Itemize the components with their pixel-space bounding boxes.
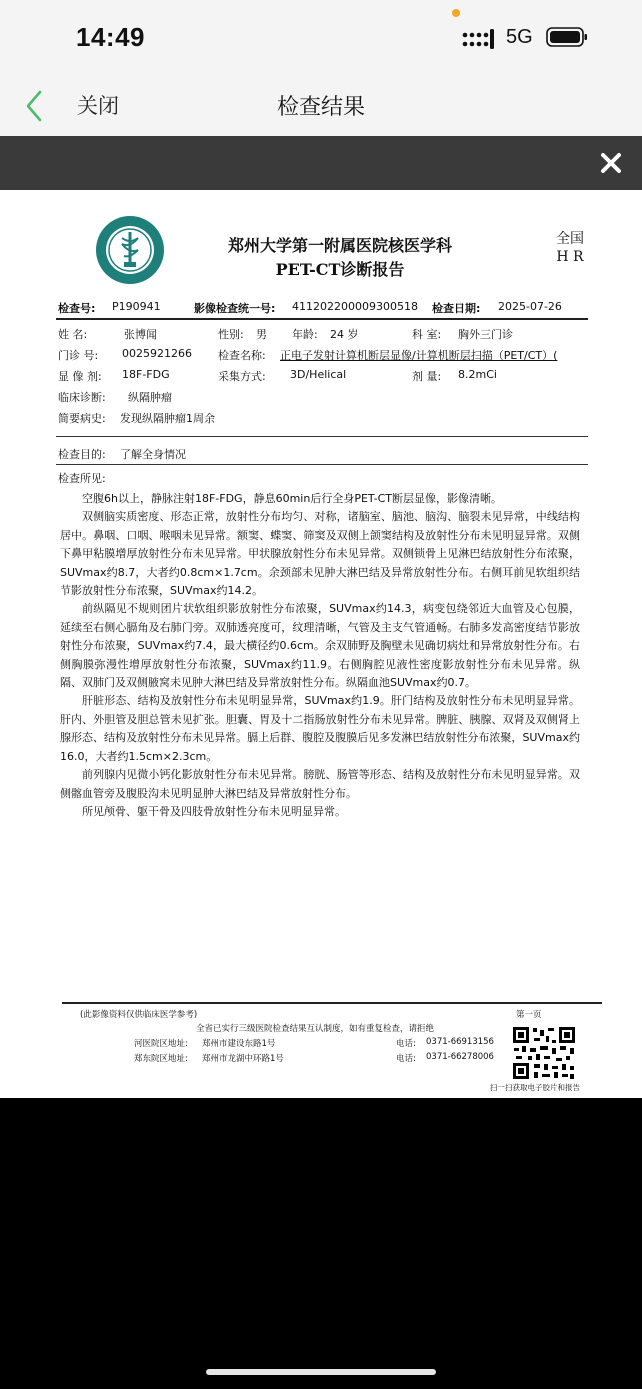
nav-bar: [0, 78, 642, 136]
viewer-toolbar: [0, 136, 642, 190]
status-bar: [0, 0, 642, 78]
footer-note: (此影像资料仅供临床医学参考): [80, 1010, 198, 1020]
department: 胸外三门诊: [458, 328, 513, 341]
close-button[interactable]: 关闭: [77, 94, 119, 118]
report-title: PET-CT诊断报告: [275, 260, 405, 279]
exam-no-label: 检查号:: [58, 302, 96, 315]
campus1-label: 河医院区地址:: [134, 1039, 188, 1049]
campus2-phone: 0371-66278006: [426, 1052, 494, 1062]
history-label: 简要病史:: [58, 412, 106, 425]
findings-paragraph: 肝脏形态、结构及放射性分布未见明显异常，SUVmax约1.9。肝门结构及放射性分布未见明显异常。肝内、外胆管及胆总管未见扩张。胆囊、胃及十二指肠放射性分布未见异常。脾脏、胰腺、双肾及双侧肾上腺形态、结构及放射性分布未见异常。膈上后群、腹腔及腹膜后见多发淋巴结放射性分布浓聚，SUVmax约16.0，大者约1.5cm×2.3cm。: [60, 694, 580, 763]
findings-paragraph: 空腹6h以上，静脉注射18F-FDG，静息60min后行全身PET-CT断层显像，影像清晰。: [82, 492, 502, 505]
patient-name: 张博闻: [124, 328, 157, 341]
exam-name-label: 检查名称:: [218, 349, 266, 362]
medical-history: 发现纵隔肿瘤1周余: [120, 412, 215, 425]
findings-label: 检查所见:: [58, 472, 106, 485]
clinic-no: 0025921266: [122, 347, 192, 360]
home-indicator[interactable]: [206, 1369, 436, 1375]
age-label: 年龄:: [292, 328, 318, 341]
campus1-phone: 0371-66913156: [426, 1037, 494, 1047]
exam-date: 2025-07-26: [498, 300, 562, 313]
exam-purpose: 了解全身情况: [120, 448, 186, 461]
exam-date-label: 检查日期:: [432, 302, 481, 315]
gender: 男: [256, 328, 267, 341]
hospital-logo-seal: [94, 214, 166, 286]
name-label: 姓 名:: [58, 328, 88, 341]
close-viewer-icon[interactable]: [594, 146, 628, 180]
agent-label: 显 像 剂:: [58, 370, 102, 383]
age: 24 岁: [330, 328, 359, 341]
clinical-diagnosis: 纵隔肿瘤: [128, 391, 172, 404]
imaging-agent: 18F-FDG: [122, 368, 170, 381]
footer-divider: [62, 1002, 602, 1004]
hospital-name: 郑州大学第一附属医院核医学科: [227, 236, 452, 255]
diagnosis-label: 临床诊断:: [58, 391, 106, 404]
campus2-label: 郑东院区地址:: [134, 1054, 188, 1064]
page-title: 检查结果: [276, 95, 365, 120]
image-uid-label: 影像检查统一号:: [194, 302, 276, 315]
dose-label: 剂 量:: [412, 370, 442, 383]
qr-code-icon[interactable]: [512, 1026, 576, 1080]
dept-label: 科 室:: [412, 328, 442, 341]
campus2-address: 郑州市龙湖中环路1号: [202, 1054, 284, 1064]
divider: [56, 464, 588, 465]
clinic-no-label: 门诊 号:: [58, 349, 99, 362]
national-mark: 全国 H R: [556, 231, 584, 265]
status-time: 14:49: [76, 22, 145, 52]
acquisition-method: 3D/Helical: [290, 368, 347, 381]
findings-paragraph: 前纵隔见不规则团片状软组织影放射性分布浓聚，SUVmax约14.3，病变包绕邻近大血管及心包膜，延续至右侧心膈角及右肺门旁。双肺透亮度可，纹理清晰，气管及主支气管通畅。右肺多发高密度结节影放射性分布浓聚，SUVmax约7.4，最大横径约0.6cm。余双肺野及胸壁未见确切病灶和异常放射性分布。右侧胸膜弥漫性增厚放射性分布浓聚，SUVmax约11.9。右侧胸腔见液性密度影放射性分布未见异常。纵隔、双肺门及双侧腋窝未见肿大淋巴结及异常放射性分布。纵隔血池SUVmax约0.7。: [60, 602, 580, 690]
method-label: 采集方式:: [218, 370, 266, 383]
dose: 8.2mCi: [458, 368, 497, 381]
gender-label: 性别:: [218, 328, 244, 341]
battery-icon: [546, 27, 588, 47]
exam-name: 正电子发射计算机断层显像/计算机断层扫描（PET/CT）(: [280, 349, 558, 362]
purpose-label: 检查目的:: [58, 448, 106, 461]
findings-body: [60, 490, 580, 821]
privacy-indicator-dot: [452, 9, 460, 17]
campus2-phone-label: 电话:: [396, 1054, 416, 1064]
signal-icon: [462, 28, 496, 50]
mutual-recognition-note: 全省已实行三级医院检查结果互认制度，如有重复检查，请拒绝: [196, 1024, 435, 1034]
exam-no: P190941: [112, 300, 161, 313]
report-header: [170, 234, 510, 282]
report-document: [0, 190, 642, 1098]
divider: [56, 318, 588, 320]
findings-paragraph: 前列腺内见微小钙化影放射性分布未见异常。膀胱、肠管等形态、结构及放射性分布未见明显异常。双侧髂血管旁及腹股沟未见明显肿大淋巴结及异常放射性分布。: [60, 768, 580, 800]
campus1-address: 郑州市建设东路1号: [202, 1039, 276, 1049]
network-type: 5G: [506, 26, 533, 48]
image-uid: 411202200009300518: [292, 300, 418, 313]
campus1-phone-label: 电话:: [396, 1039, 416, 1049]
findings-paragraph: 双侧脑实质密度、形态正常，放射性分布均匀、对称，诸脑室、脑池、脑沟、脑裂未见异常，中线结构居中。鼻咽、口咽、喉咽未见异常。额窦、蝶窦、筛窦及双侧上颌窦结构及放射性分布未见明显异常。双侧下鼻甲粘膜增厚放射性分布未见异常。甲状腺放射性分布未见异常。双侧锁骨上见淋巴结放射性分布浓聚，SUVmax约8.7，大者约0.8cm×1.7cm。余颈部未见肿大淋巴结及异常放射性分布。右侧耳前见软组织结节影放射性分布浓聚，SUVmax约14.2。: [60, 510, 580, 598]
page-number: 第一页: [516, 1010, 542, 1020]
divider: [56, 436, 588, 437]
qr-caption: 扫一扫获取电子胶片和报告: [490, 1083, 580, 1092]
findings-paragraph: 所见颅骨、躯干骨及四肢骨放射性分布未见明显异常。: [82, 804, 346, 818]
